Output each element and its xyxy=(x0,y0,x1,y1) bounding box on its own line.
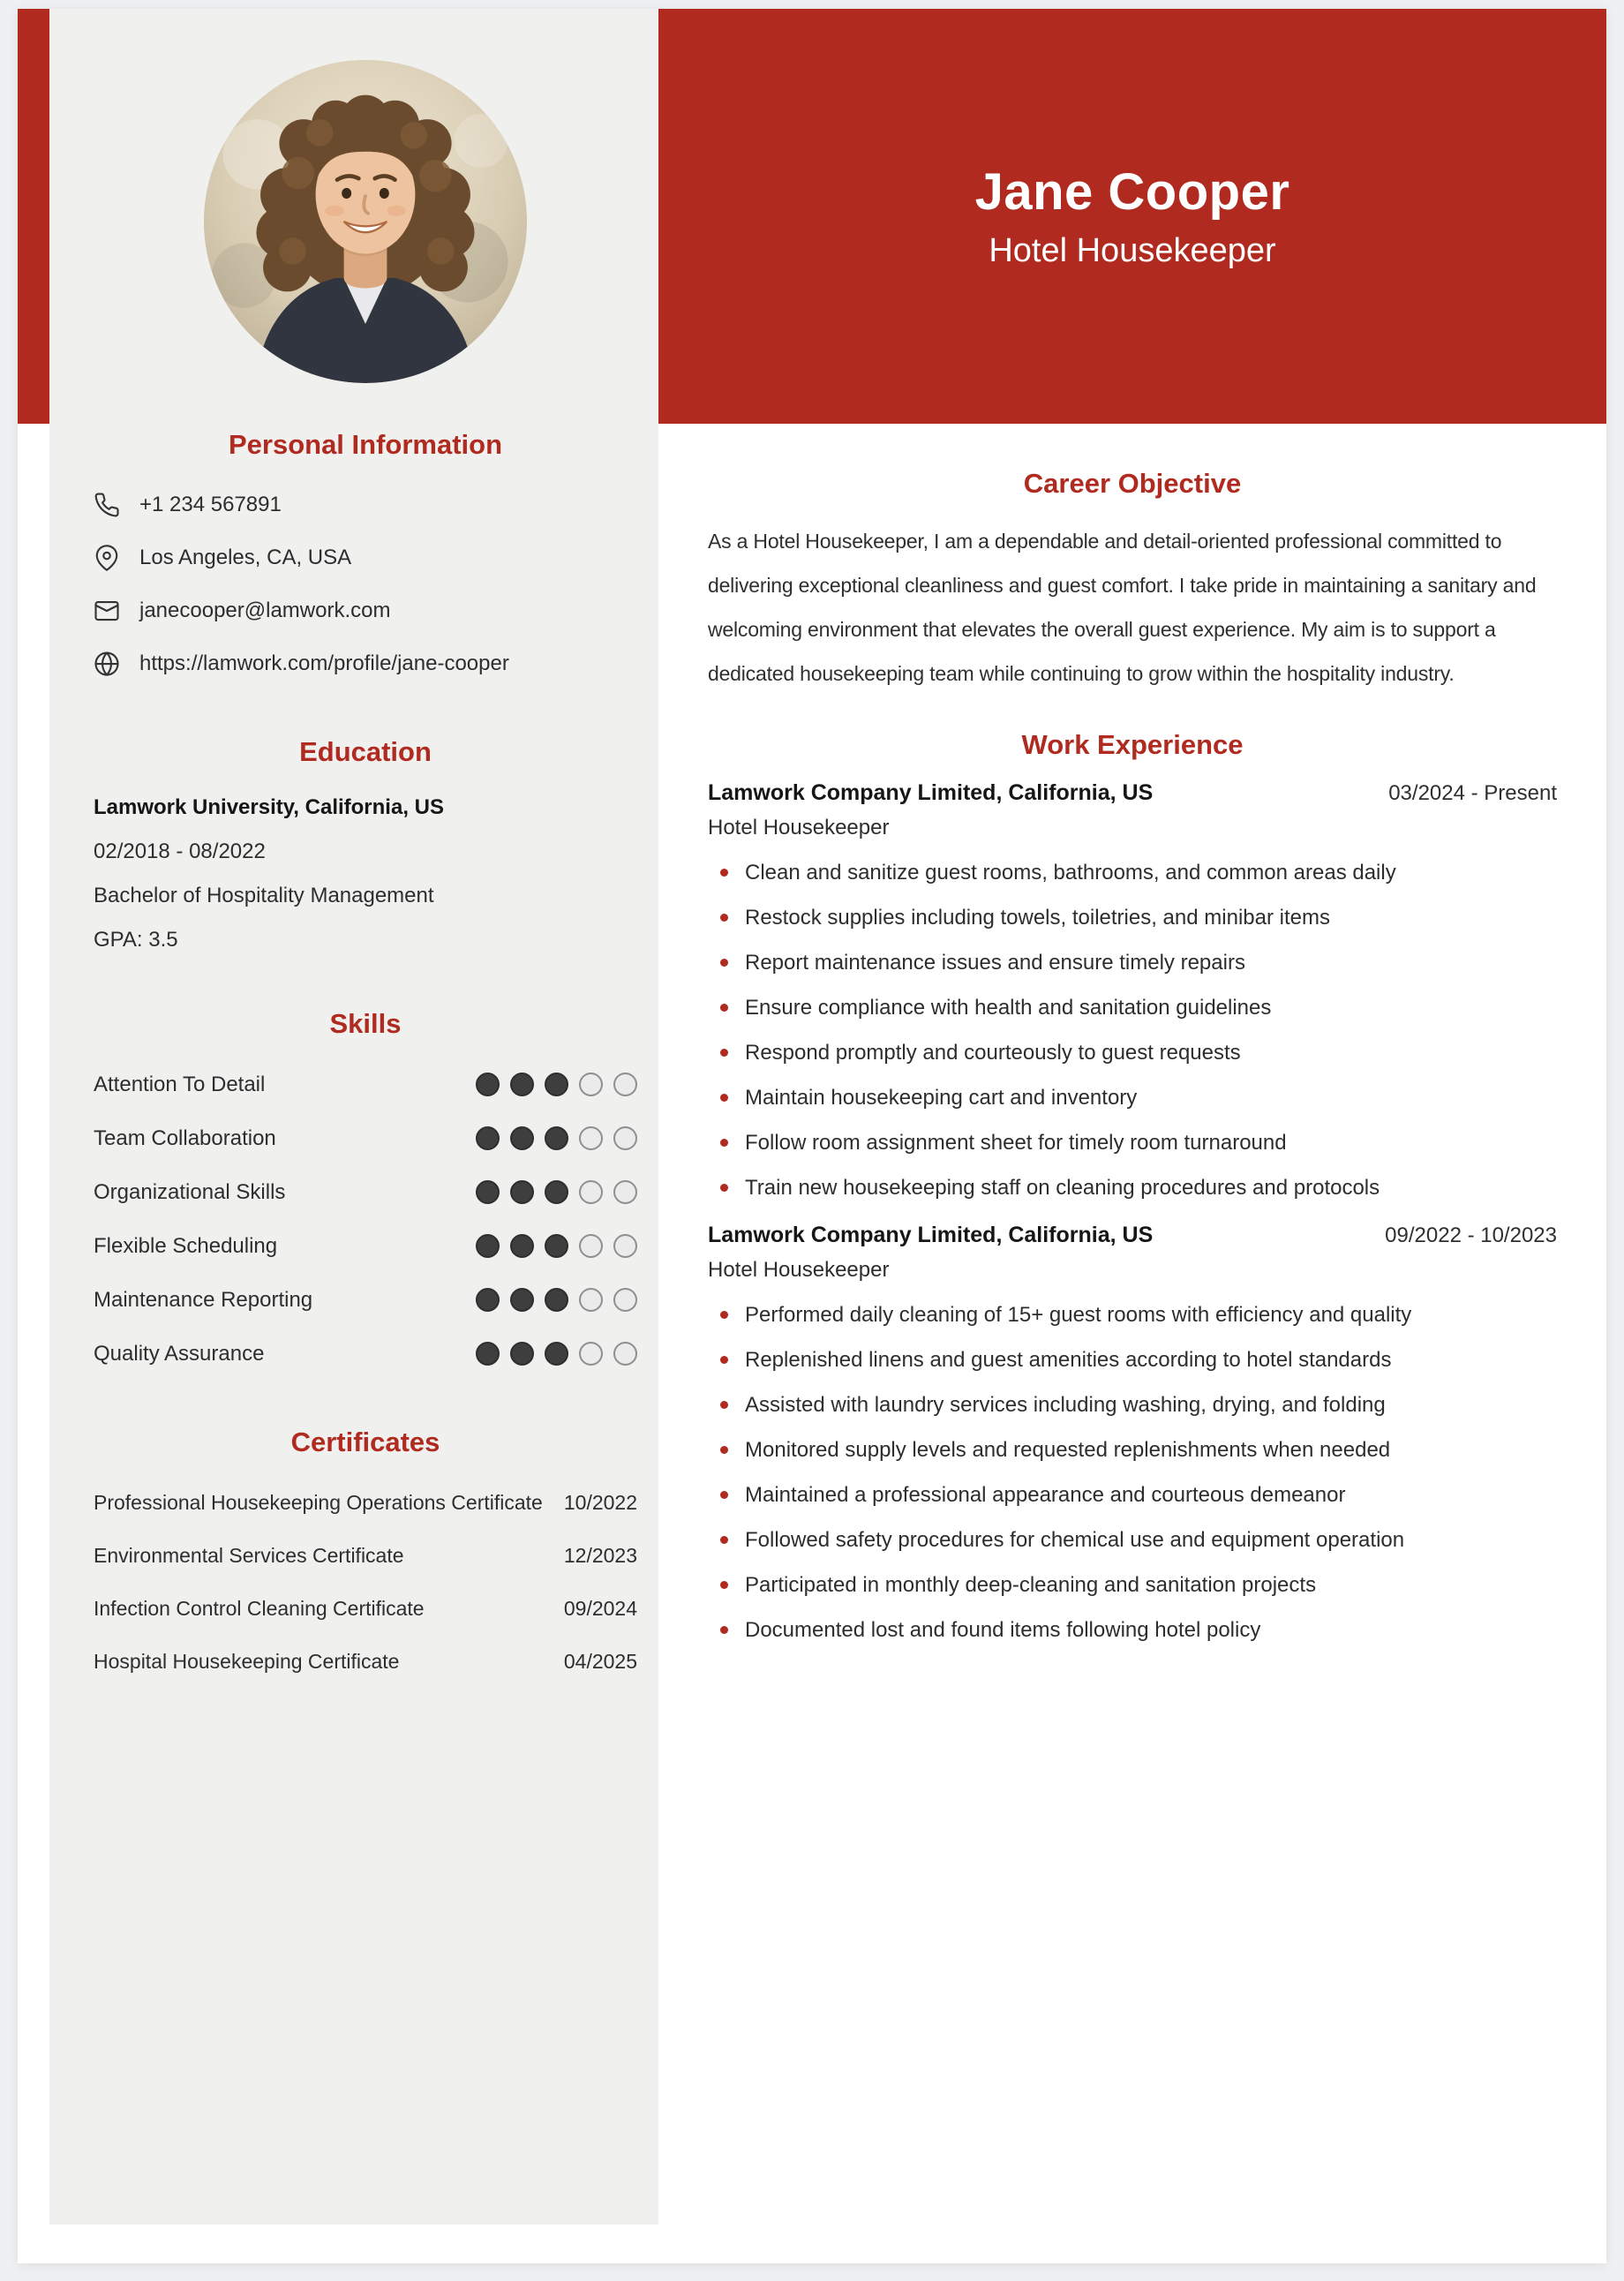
skill-name: Team Collaboration xyxy=(94,1125,276,1150)
personal-information-heading: Personal Information xyxy=(228,429,503,460)
skills-list xyxy=(94,1058,637,1381)
skill-level xyxy=(476,1180,637,1204)
skill-dot xyxy=(579,1234,603,1258)
job-header xyxy=(708,780,1557,806)
job-bullet: Report maintenance issues and ensure timely repairs xyxy=(708,940,1557,985)
skill-dot xyxy=(476,1073,500,1096)
accent-strip xyxy=(18,9,49,424)
job-bullet: Maintain housekeeping cart and inventory xyxy=(708,1075,1557,1120)
skill-level xyxy=(476,1126,637,1150)
certificate-date: 10/2022 xyxy=(563,1490,637,1514)
skill-dot xyxy=(545,1180,568,1204)
job-bullet: Monitored supply levels and requested replenishments when needed xyxy=(708,1427,1557,1472)
certificate-item xyxy=(94,1476,637,1529)
location-icon xyxy=(94,545,120,571)
skill-name: Attention To Detail xyxy=(94,1072,266,1096)
profile-photo xyxy=(204,60,527,383)
certificate-name: Professional Housekeeping Operations Certificate xyxy=(94,1490,543,1514)
contact-text: janecooper@lamwork.com xyxy=(139,598,391,622)
skill-item xyxy=(94,1165,637,1219)
skill-dot xyxy=(579,1342,603,1366)
job-dates: 03/2024 - Present xyxy=(1388,781,1557,805)
skill-dot xyxy=(545,1073,568,1096)
skill-dot xyxy=(579,1180,603,1204)
contact-item xyxy=(94,531,637,584)
person-job-title: Hotel Housekeeper xyxy=(989,232,1276,269)
certificate-name: Infection Control Cleaning Certificate xyxy=(94,1596,425,1620)
skill-dot xyxy=(476,1342,500,1366)
job-bullet: Documented lost and found items following hotel policy xyxy=(708,1607,1557,1652)
skill-dot xyxy=(613,1234,637,1258)
contact-text: +1 234 567891 xyxy=(139,493,282,516)
career-objective-heading: Career Objective xyxy=(1023,468,1242,499)
job-company: Lamwork Company Limited, California, US xyxy=(708,780,1154,805)
skill-dot xyxy=(613,1126,637,1150)
skill-dot xyxy=(545,1234,568,1258)
main-content xyxy=(658,424,1606,2263)
skill-dot xyxy=(579,1288,603,1312)
skill-dot xyxy=(510,1126,534,1150)
skill-level xyxy=(476,1234,637,1258)
skill-name: Quality Assurance xyxy=(94,1341,265,1366)
skill-name: Flexible Scheduling xyxy=(94,1233,278,1258)
skill-level xyxy=(476,1288,637,1312)
job-bullet: Replenished linens and guest amenities according to hotel standards xyxy=(708,1337,1557,1382)
job-bullets xyxy=(708,850,1557,1210)
skill-item xyxy=(94,1273,637,1327)
skill-dot xyxy=(613,1288,637,1312)
skill-dot xyxy=(579,1073,603,1096)
skill-item xyxy=(94,1219,637,1273)
education-heading: Education xyxy=(299,736,432,767)
skill-dot xyxy=(613,1073,637,1096)
job-entry xyxy=(708,1223,1557,1652)
phone-icon xyxy=(94,492,120,518)
skill-dot xyxy=(510,1288,534,1312)
certificate-name: Hospital Housekeeping Certificate xyxy=(94,1649,400,1673)
job-bullet: Followed safety procedures for chemical use and equipment operation xyxy=(708,1517,1557,1562)
job-bullet: Train new housekeeping staff on cleaning procedures and protocols xyxy=(708,1165,1557,1210)
education-gpa: GPA: 3.5 xyxy=(94,928,178,952)
education-school: Lamwork University, California, US xyxy=(94,795,444,819)
certificates-list xyxy=(94,1476,637,1688)
job-bullet: Clean and sanitize guest rooms, bathrooms, and common areas daily xyxy=(708,850,1557,895)
job-role: Hotel Housekeeper xyxy=(708,1258,890,1282)
skill-dot xyxy=(545,1342,568,1366)
skill-dot xyxy=(476,1234,500,1258)
job-bullet: Assisted with laundry services including washing, drying, and folding xyxy=(708,1382,1557,1427)
contact-text: https://lamwork.com/profile/jane-cooper xyxy=(139,651,509,675)
job-bullet: Maintained a professional appearance and courteous demeanor xyxy=(708,1472,1557,1517)
skill-dot xyxy=(545,1288,568,1312)
job-bullets xyxy=(708,1292,1557,1652)
skill-level xyxy=(476,1342,637,1366)
skill-dot xyxy=(613,1342,637,1366)
job-bullet: Follow room assignment sheet for timely room turnaround xyxy=(708,1120,1557,1165)
job-entry xyxy=(708,780,1557,1210)
jobs-list xyxy=(708,780,1557,1652)
resume-sheet xyxy=(18,9,1606,2263)
skill-dot xyxy=(476,1126,500,1150)
certificate-name: Environmental Services Certificate xyxy=(94,1543,404,1567)
skill-name: Maintenance Reporting xyxy=(94,1287,313,1312)
skill-item xyxy=(94,1111,637,1165)
skill-dot xyxy=(510,1180,534,1204)
work-experience-heading: Work Experience xyxy=(1021,729,1244,760)
job-bullet: Restock supplies including towels, toiletries, and minibar items xyxy=(708,895,1557,940)
skill-dot xyxy=(510,1073,534,1096)
sidebar xyxy=(49,9,658,2225)
skill-dot xyxy=(545,1126,568,1150)
skill-dot xyxy=(510,1234,534,1258)
skill-item xyxy=(94,1327,637,1381)
skill-dot xyxy=(613,1180,637,1204)
contact-item xyxy=(94,478,637,531)
job-role: Hotel Housekeeper xyxy=(708,816,890,839)
skills-heading: Skills xyxy=(329,1008,402,1039)
portrait-illustration xyxy=(204,60,527,383)
education-degree: Bachelor of Hospitality Management xyxy=(94,884,434,907)
skill-dot xyxy=(579,1126,603,1150)
job-bullet: Performed daily cleaning of 15+ guest rooms with efficiency and quality xyxy=(708,1292,1557,1337)
globe-icon xyxy=(94,651,120,677)
header-banner xyxy=(658,9,1606,424)
contact-text: Los Angeles, CA, USA xyxy=(139,546,352,569)
job-bullet: Respond promptly and courteously to guest requests xyxy=(708,1030,1557,1075)
skill-level xyxy=(476,1073,637,1096)
skill-dot xyxy=(510,1342,534,1366)
certificate-date: 04/2025 xyxy=(563,1649,637,1673)
skill-dot xyxy=(476,1288,500,1312)
job-header xyxy=(708,1223,1557,1248)
person-name: Jane Cooper xyxy=(974,163,1290,221)
certificate-item xyxy=(94,1582,637,1635)
certificate-date: 12/2023 xyxy=(563,1543,637,1567)
skill-name: Organizational Skills xyxy=(94,1179,286,1204)
skill-item xyxy=(94,1058,637,1111)
certificate-date: 09/2024 xyxy=(563,1596,637,1620)
contact-item xyxy=(94,584,637,637)
job-company: Lamwork Company Limited, California, US xyxy=(708,1223,1154,1247)
job-dates: 09/2022 - 10/2023 xyxy=(1385,1223,1557,1247)
skill-dot xyxy=(476,1180,500,1204)
email-icon xyxy=(94,598,120,624)
job-bullet: Ensure compliance with health and sanitation guidelines xyxy=(708,985,1557,1030)
education-section xyxy=(94,786,637,962)
education-dates: 02/2018 - 08/2022 xyxy=(94,839,266,863)
contact-list xyxy=(94,478,637,690)
certificate-item xyxy=(94,1635,637,1688)
contact-item xyxy=(94,637,637,690)
career-objective-text: As a Hotel Housekeeper, I am a dependable and detail-oriented professional committed to delivering exceptional cleanliness and guest comfort. I take pride in maintaining a sanitary and welcoming environment that elevates the overall guest experience. My aim is to support a dedicated housekeeping team while continuing to grow within the hospitality industry. xyxy=(708,530,1537,685)
certificate-item xyxy=(94,1529,637,1582)
job-bullet: Participated in monthly deep-cleaning and sanitation projects xyxy=(708,1562,1557,1607)
certificates-heading: Certificates xyxy=(290,1427,440,1457)
